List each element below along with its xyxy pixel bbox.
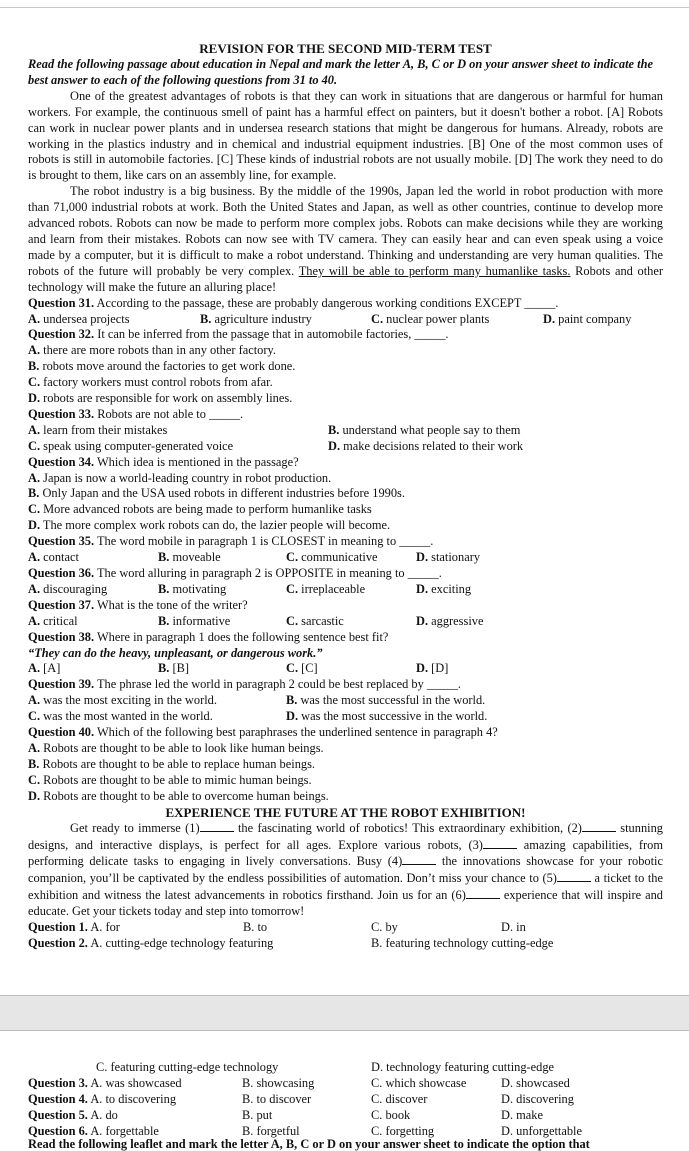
option-d[interactable]: D. stationary	[416, 550, 481, 565]
option-b[interactable]: B. to	[243, 920, 268, 935]
option-b[interactable]: B. was the most successful in the world.	[286, 693, 486, 708]
question-33-options-row-2	[28, 439, 663, 455]
option-c[interactable]: C. More advanced robots are being made to perform humanlike tasks	[28, 502, 372, 517]
exhibition-title: EXPERIENCE THE FUTURE AT THE ROBOT EXHIBITION!	[165, 804, 526, 820]
option-d[interactable]: D. Robots are thought to be able to overcome human beings.	[28, 788, 329, 803]
question-31: Question 31. According to the passage, these are probably dangerous working conditions EXCEPT _____.	[28, 295, 559, 310]
question-37: Question 37. What is the tone of the writer?	[28, 597, 248, 612]
reading-instruction: Read the following passage about education in Nepal and mark the letter A, B, C or D on your answer sheet to indicate the best answer to each of the following questions from 31 to 40.	[28, 57, 653, 87]
option-c[interactable]: C. speak using computer-generated voice	[28, 438, 234, 453]
cloze-question-4	[28, 1092, 663, 1108]
option-a[interactable]: Question 2. A. cutting-edge technology featuring	[28, 935, 274, 950]
exhibition-passage: Get ready to immerse (1) the fascinating world of robotics! This extraordinary exhibition, (2) stunning designs, and interactive displays, is perfect for all ages. Explore various robots, (3) amazing capabilities, from performing delicate tasks to engaging in lively conversations. Busy (4) the innovations showcase for your robotic companion, you’ll be captivated by the endless possibilities of automation. Don’t miss your chance to (5) a ticket to the exhibition and witness the latest advancements in robotics firsthand. Join us for an (6) experience that will inspire and educate. Get your tickets today and step into tomorrow!	[28, 820, 664, 919]
cloze-question-2-continued	[28, 1060, 663, 1076]
option-b[interactable]: B. showcasing	[242, 1075, 315, 1090]
option-d[interactable]: D. exciting	[416, 581, 472, 596]
option-b[interactable]: B. to discover	[242, 1091, 312, 1106]
option-b[interactable]: B. forgetful	[242, 1123, 300, 1138]
underlined-sentence: They will be able to perform many humanlike tasks.	[298, 263, 571, 278]
question-38-quote: “They can do the heavy, unpleasant, or dangerous work.”	[28, 645, 323, 660]
option-d[interactable]: D. technology featuring cutting-edge	[371, 1060, 555, 1074]
question-38: Question 38. Where in paragraph 1 does the following sentence best fit?	[28, 629, 389, 644]
option-b[interactable]: B. featuring technology cutting-edge	[371, 935, 554, 950]
option-d[interactable]: D. unforgettable	[501, 1123, 582, 1138]
option-d[interactable]: D. [D]	[416, 661, 449, 676]
option-a[interactable]: A. learn from their mistakes	[28, 422, 168, 437]
document-page-1	[28, 41, 663, 952]
blank-5[interactable]	[557, 870, 591, 882]
question-36-options	[28, 582, 663, 598]
cloze-question-2	[28, 936, 663, 952]
page-title: REVISION FOR THE SECOND MID-TERM TEST	[199, 41, 492, 56]
option-b[interactable]: B. informative	[158, 613, 231, 628]
blank-4[interactable]	[402, 853, 436, 865]
passage-paragraph-1: One of the greatest advantages of robots is that they can work in situations that are dangerous or harmful for human workers. For example, the continuous smell of paint has a harmful effect on painters, but it doesn't bother a robot. [A] Robots can work in nuclear power plants and in undersea research stations that might be dangerous for humans. Already, robots are working in the plastics industry and in chemical and industrial equipment industries. [B] One of the most common uses of robots is still in automobile factories. [C] These kinds of industrial robots are not usually mobile. [D] The work they need to do is brought to them, like cars on an assembly line, for example.	[28, 88, 663, 183]
question-35-options	[28, 550, 663, 566]
cloze-question-3	[28, 1076, 663, 1092]
question-33: Question 33. Robots are not able to _____.	[28, 406, 244, 421]
option-c[interactable]: C. communicative	[286, 550, 378, 565]
option-b[interactable]: B. agriculture industry	[200, 311, 312, 326]
option-c[interactable]: C. Robots are thought to be able to mimic human beings.	[28, 772, 312, 787]
option-c[interactable]: C. nuclear power plants	[371, 311, 490, 326]
option-c[interactable]: C. sarcastic	[286, 613, 344, 628]
question-33-options-row-1	[28, 423, 663, 439]
option-b[interactable]: B. robots move around the factories to get work done.	[28, 359, 296, 374]
option-d[interactable]: D. make decisions related to their work	[328, 438, 524, 453]
option-c[interactable]: C. irreplaceable	[286, 581, 366, 596]
question-39-options-row-1	[28, 693, 663, 709]
option-b[interactable]: B. Robots are thought to be able to replace human beings.	[28, 756, 316, 771]
option-c[interactable]: C. was the most wanted in the world.	[28, 709, 213, 724]
blank-2[interactable]	[582, 820, 616, 832]
option-d[interactable]: D. The more complex work robots can do, the lazier people will become.	[28, 518, 391, 533]
option-a[interactable]: A. [A]	[28, 661, 61, 676]
option-d[interactable]: D. discovering	[501, 1091, 574, 1106]
option-b[interactable]: B. moveable	[158, 550, 221, 565]
option-c[interactable]: C. by	[371, 920, 398, 935]
question-36: Question 36. The word alluring in paragraph 2 is OPPOSITE in meaning to _____.	[28, 566, 442, 580]
option-a[interactable]: Question 3. A. was showcased	[28, 1075, 182, 1090]
option-c[interactable]: C. factory workers must control robots from afar.	[28, 375, 273, 390]
paragraph-2-text: The robot industry is a big business. By the middle of the 1990s, Japan led the world in robot production with more than 71,000 industrial robots at work. Both the United States and Japan, as well as other countries, continue to develop more advanced robots. Robots can now be made to perform more complex jobs. Robots can make decisions while they are working and learn from their mistakes. Robots can now see with TV camera. They can easily hear and can even speak using a voice made by a computer, but it is difficult to make a robot understand. Thinking and understanding are very human qualities. The robots of the future will probably be very complex.	[28, 184, 663, 278]
option-a[interactable]: A. Robots are thought to be able to look like human beings.	[28, 740, 324, 755]
option-a[interactable]: A. critical	[28, 613, 78, 628]
option-a[interactable]: A. discouraging	[28, 581, 108, 596]
page-top-border	[0, 7, 689, 8]
blank-6[interactable]	[466, 887, 500, 899]
option-a[interactable]: A. contact	[28, 550, 79, 565]
option-a[interactable]: A. there are more robots than in any other factory.	[28, 343, 276, 358]
option-a[interactable]: Question 5. A. do	[28, 1107, 118, 1122]
question-39-options-row-2	[28, 709, 663, 725]
option-b[interactable]: B. put	[242, 1107, 273, 1122]
option-a[interactable]: Question 4. A. to discovering	[28, 1091, 177, 1106]
question-35: Question 35. The word mobile in paragraph 1 is CLOSEST in meaning to _____.	[28, 534, 434, 549]
option-d[interactable]: D. make	[501, 1107, 543, 1122]
option-a[interactable]: A. was the most exciting in the world.	[28, 693, 217, 708]
question-31-options	[28, 312, 663, 328]
option-a[interactable]: Question 1. A. for	[28, 920, 120, 935]
cloze-question-1	[28, 920, 663, 936]
question-32: Question 32. It can be inferred from the passage that in automobile factories, _____.	[28, 327, 449, 342]
question-40: Question 40. Which of the following best paraphrases the underlined sentence in paragraph 4?	[28, 725, 498, 740]
question-39: Question 39. The phrase led the world in paragraph 2 could be best replaced by _____.	[28, 677, 461, 692]
option-d[interactable]: D. paint company	[543, 311, 632, 326]
option-b[interactable]: B. Only Japan and the USA used robots in different industries before 1990s.	[28, 486, 405, 501]
paragraph-2-end: Robots and other technology will make the future an alluring place!	[28, 263, 663, 294]
option-d[interactable]: D. aggressive	[416, 613, 484, 628]
blank-1[interactable]	[200, 820, 234, 832]
cloze-question-5	[28, 1108, 663, 1124]
passage-paragraph-2	[28, 184, 663, 295]
option-c[interactable]: C. [C]	[286, 661, 318, 676]
option-a[interactable]: A. undersea projects	[28, 311, 130, 326]
option-c[interactable]: C. book	[371, 1107, 411, 1122]
option-c[interactable]: C. which showcase	[371, 1075, 467, 1090]
option-d[interactable]: D. robots are responsible for work on assembly lines.	[28, 391, 293, 406]
option-d[interactable]: D. showcased	[501, 1075, 570, 1090]
page-break	[0, 995, 689, 1031]
option-c[interactable]: C. forgetting	[371, 1123, 435, 1138]
option-d[interactable]: D. was the most successive in the world.	[286, 709, 488, 724]
option-a[interactable]: A. Japan is now a world-leading country in robot production.	[28, 470, 332, 485]
option-a[interactable]: Question 6. A. forgettable	[28, 1123, 159, 1138]
blank-3[interactable]	[483, 837, 517, 849]
question-34: Question 34. Which idea is mentioned in the passage?	[28, 454, 299, 469]
document-page-2	[28, 1060, 663, 1140]
question-37-options	[28, 614, 663, 630]
option-c[interactable]: C. featuring cutting-edge technology	[96, 1060, 279, 1074]
option-c[interactable]: C. discover	[371, 1091, 428, 1106]
next-section-instruction: Read the following leaflet and mark the letter A, B, C or D on your answer sheet to indicate the option that	[28, 1137, 590, 1151]
question-38-options	[28, 661, 663, 677]
option-b[interactable]: B. motivating	[158, 581, 227, 596]
option-b[interactable]: B. understand what people say to them	[328, 422, 521, 437]
option-d[interactable]: D. in	[501, 920, 526, 935]
option-b[interactable]: B. [B]	[158, 661, 190, 676]
